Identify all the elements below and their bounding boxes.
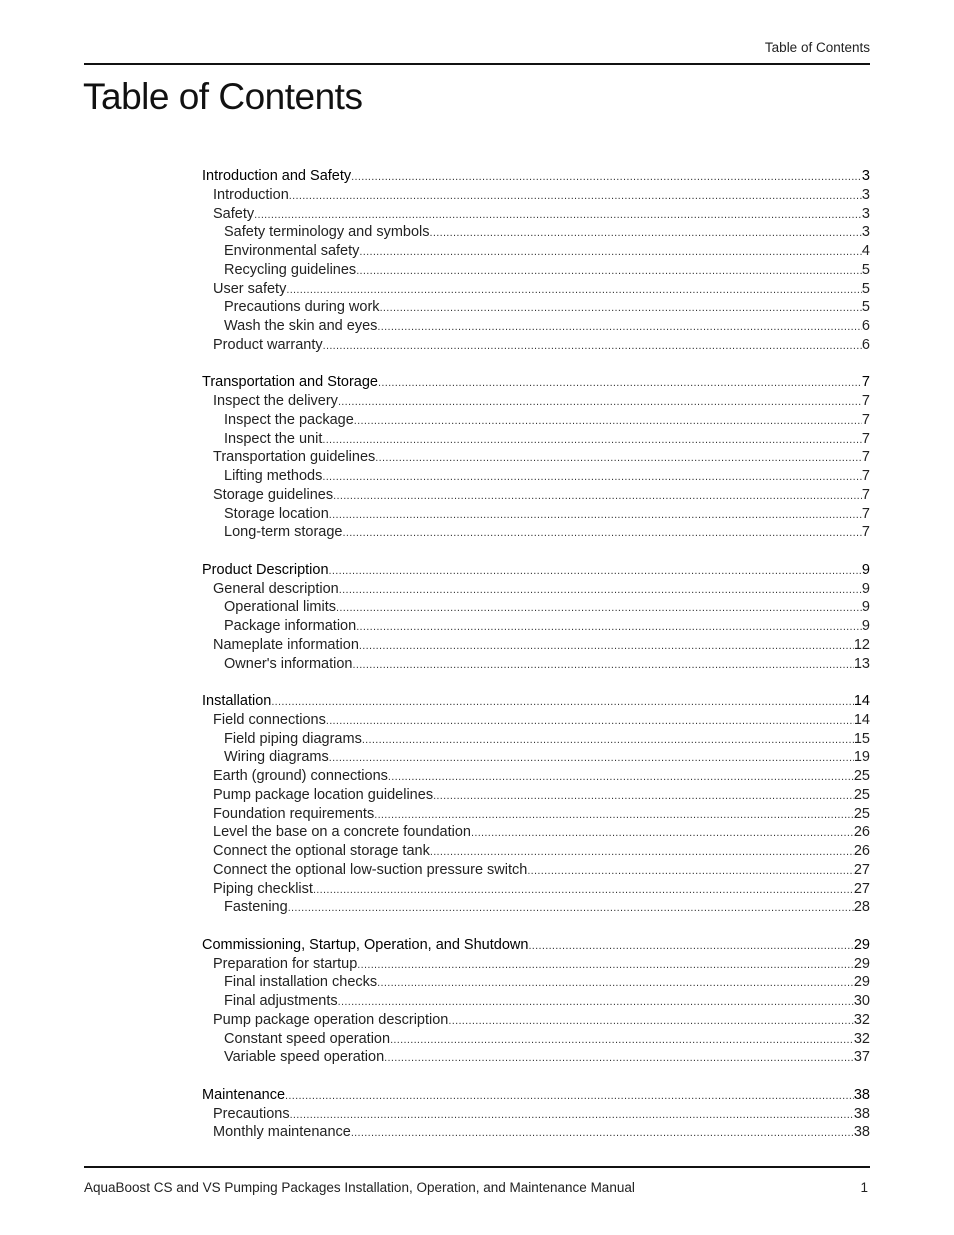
toc-entry-page-number: 9 bbox=[861, 618, 870, 634]
toc-entry-title: Introduction bbox=[213, 186, 289, 203]
toc-entry-title: Variable speed operation bbox=[224, 1049, 385, 1066]
toc-entry[interactable] bbox=[202, 730, 870, 749]
toc-entry-title: Storage location bbox=[224, 505, 329, 522]
toc-entry-page-number: 37 bbox=[853, 1049, 870, 1066]
toc-entry-title: Inspect the package bbox=[224, 411, 354, 428]
toc-entry-title: Field connections bbox=[213, 711, 326, 728]
toc-entry[interactable] bbox=[202, 1048, 870, 1067]
toc-entry[interactable] bbox=[202, 636, 870, 655]
toc-dot-leader bbox=[362, 731, 854, 750]
toc-section-entry[interactable] bbox=[202, 692, 870, 711]
footer-document-title: AquaBoost CS and VS Pumping Packages Installation, Operation, and Maintenance Manual bbox=[84, 1180, 635, 1195]
toc-entry-page-number: 7 bbox=[861, 393, 870, 409]
toc-dot-leader bbox=[323, 337, 862, 356]
toc-entry-page-number: 7 bbox=[861, 430, 870, 447]
toc-dot-leader bbox=[356, 618, 862, 637]
toc-entry-title: Product Description bbox=[202, 561, 329, 578]
toc-dot-leader bbox=[351, 168, 862, 187]
toc-dot-leader bbox=[333, 487, 862, 506]
toc-dot-leader bbox=[338, 393, 862, 412]
toc-entry[interactable] bbox=[202, 298, 870, 317]
toc-entry-title: Precautions during work bbox=[224, 299, 380, 316]
toc-entry[interactable] bbox=[202, 786, 870, 805]
toc-entry-page-number: 6 bbox=[861, 336, 870, 353]
toc-entry-title: Foundation requirements bbox=[213, 805, 375, 822]
toc-entry-title: Maintenance bbox=[202, 1086, 286, 1103]
toc-entry-title: Earth (ground) connections bbox=[213, 768, 388, 784]
toc-entry-title: Nameplate information bbox=[213, 636, 359, 653]
toc-entry-page-number: 7 bbox=[861, 505, 870, 522]
toc-entry-page-number: 7 bbox=[861, 449, 870, 466]
toc-entry[interactable] bbox=[202, 842, 870, 861]
toc-entry-page-number: 7 bbox=[861, 374, 870, 391]
page-title: Table of Contents bbox=[83, 76, 363, 117]
toc-entry[interactable] bbox=[202, 317, 870, 336]
toc-entry-title: Wash the skin and eyes bbox=[224, 318, 378, 334]
toc-entry-title: Installation bbox=[202, 693, 272, 709]
toc-entry-page-number: 15 bbox=[853, 730, 870, 747]
toc-entry-page-number: 26 bbox=[853, 824, 870, 841]
toc-dot-leader bbox=[378, 374, 862, 393]
toc-dot-leader bbox=[288, 899, 854, 918]
toc-dot-leader bbox=[377, 318, 862, 337]
toc-entry-page-number: 9 bbox=[861, 580, 870, 597]
toc-entry-title: Final adjustments bbox=[224, 993, 338, 1009]
toc-dot-leader bbox=[329, 749, 854, 768]
toc-entry-page-number: 38 bbox=[853, 1086, 870, 1103]
toc-section-entry[interactable] bbox=[202, 561, 870, 580]
toc-dot-leader bbox=[336, 599, 862, 618]
toc-entry[interactable] bbox=[202, 880, 870, 899]
toc-entry-page-number: 30 bbox=[853, 993, 870, 1009]
toc-entry-page-number: 5 bbox=[861, 261, 870, 278]
toc-dot-leader bbox=[290, 1106, 854, 1125]
toc-entry-title: Environmental safety bbox=[224, 243, 360, 259]
toc-section-entry[interactable] bbox=[202, 167, 870, 186]
toc-entry[interactable] bbox=[202, 223, 870, 242]
toc-entry-title: General description bbox=[213, 580, 339, 597]
toc-entry[interactable] bbox=[202, 1011, 870, 1030]
toc-entry-title: Final installation checks bbox=[224, 974, 378, 991]
toc-dot-leader bbox=[430, 224, 862, 243]
toc-entry-title: Level the base on a concrete foundation bbox=[213, 824, 471, 841]
toc-entry-page-number: 38 bbox=[853, 1124, 870, 1141]
toc-entry-title: Owner's information bbox=[224, 655, 353, 672]
toc-dot-leader bbox=[254, 206, 862, 225]
toc-dot-leader bbox=[390, 1031, 854, 1050]
toc-entry-title: Long-term storage bbox=[224, 524, 343, 541]
toc-entry-page-number: 32 bbox=[853, 1011, 870, 1028]
toc-entry-title: Safety bbox=[213, 205, 255, 222]
toc-entry[interactable] bbox=[202, 523, 870, 542]
running-header-title: Table of Contents bbox=[764, 40, 870, 55]
toc-entry[interactable] bbox=[202, 617, 870, 636]
toc-entry[interactable] bbox=[202, 1123, 870, 1142]
toc-dot-leader bbox=[313, 881, 854, 900]
footer-rule bbox=[84, 1166, 870, 1168]
toc-entry-title: Transportation and Storage bbox=[202, 374, 378, 391]
toc-entry[interactable] bbox=[202, 448, 870, 467]
toc-entry-page-number: 3 bbox=[861, 168, 870, 184]
toc-entry[interactable] bbox=[202, 411, 870, 430]
toc-entry-title: Constant speed operation bbox=[224, 1030, 391, 1047]
toc-entry-title: Fastening bbox=[224, 899, 288, 916]
toc-entry-title: Transportation guidelines bbox=[213, 449, 376, 466]
toc-entry-page-number: 7 bbox=[861, 411, 870, 428]
toc-dot-leader bbox=[322, 468, 862, 487]
toc-entry-page-number: 25 bbox=[853, 768, 870, 784]
toc-entry-title: Field piping diagrams bbox=[224, 730, 362, 747]
toc-dot-leader bbox=[430, 843, 854, 862]
toc-entry[interactable] bbox=[202, 955, 870, 974]
toc-section-entry[interactable] bbox=[202, 936, 870, 955]
toc-dot-leader bbox=[380, 299, 862, 318]
toc-entry-title: Recycling guidelines bbox=[224, 261, 357, 278]
toc-entry-page-number: 6 bbox=[861, 318, 870, 334]
toc-entry-title: Wiring diagrams bbox=[224, 749, 329, 766]
toc-entry-title: Package information bbox=[224, 618, 357, 634]
toc-entry-title: User safety bbox=[213, 280, 287, 297]
toc-entry[interactable] bbox=[202, 973, 870, 992]
toc-entry-page-number: 9 bbox=[861, 561, 870, 578]
toc-entry[interactable] bbox=[202, 336, 870, 355]
toc-entry[interactable] bbox=[202, 392, 870, 411]
toc-dot-leader bbox=[354, 412, 862, 431]
footer-page-number: 1 bbox=[860, 1180, 868, 1195]
toc-entry-title: Safety terminology and symbols bbox=[224, 224, 430, 241]
toc-entry-page-number: 12 bbox=[853, 636, 870, 653]
toc-entry-page-number: 9 bbox=[861, 599, 870, 616]
toc-entry-page-number: 27 bbox=[853, 880, 870, 897]
toc-entry[interactable] bbox=[202, 205, 870, 224]
toc-entry-page-number: 29 bbox=[853, 974, 870, 991]
toc-entry[interactable] bbox=[202, 486, 870, 505]
toc-entry-title: Product warranty bbox=[213, 336, 323, 353]
toc-entry[interactable] bbox=[202, 1030, 870, 1049]
toc-dot-leader bbox=[271, 693, 854, 712]
toc-entry-page-number: 3 bbox=[861, 205, 870, 222]
toc-entry[interactable] bbox=[202, 261, 870, 280]
toc-entry-title: Pump package location guidelines bbox=[213, 786, 434, 803]
toc-dot-leader bbox=[342, 524, 861, 543]
toc-dot-leader bbox=[528, 937, 853, 956]
toc-entry-title: Monthly maintenance bbox=[213, 1124, 351, 1141]
toc-entry-page-number: 5 bbox=[861, 299, 870, 316]
toc-dot-leader bbox=[352, 656, 853, 675]
toc-entry-page-number: 29 bbox=[853, 936, 870, 953]
toc-entry-page-number: 3 bbox=[861, 186, 870, 203]
toc-entry-page-number: 7 bbox=[861, 468, 870, 484]
toc-dot-leader bbox=[374, 806, 854, 825]
toc-entry-page-number: 3 bbox=[861, 224, 870, 241]
toc-entry-page-number: 14 bbox=[853, 693, 870, 709]
toc-entry-page-number: 7 bbox=[861, 524, 870, 541]
toc-entry[interactable] bbox=[202, 467, 870, 486]
toc-dot-leader bbox=[351, 1124, 854, 1143]
toc-entry[interactable] bbox=[202, 655, 870, 674]
toc-entry-title: Preparation for startup bbox=[213, 955, 358, 972]
toc-entry-page-number: 7 bbox=[861, 486, 870, 503]
toc-entry-title: Introduction and Safety bbox=[202, 168, 352, 184]
toc-dot-leader bbox=[286, 281, 862, 300]
toc-dot-leader bbox=[285, 1087, 854, 1106]
toc-entry-page-number: 14 bbox=[853, 711, 870, 728]
toc-entry[interactable] bbox=[202, 805, 870, 824]
toc-entry[interactable] bbox=[202, 186, 870, 205]
toc-entry[interactable] bbox=[202, 898, 870, 917]
toc-section-entry[interactable] bbox=[202, 373, 870, 392]
toc-entry[interactable] bbox=[202, 242, 870, 261]
toc-dot-leader bbox=[357, 956, 854, 975]
toc-dot-leader bbox=[326, 712, 854, 731]
toc-dot-leader bbox=[338, 993, 854, 1012]
toc-dot-leader bbox=[448, 1012, 853, 1031]
toc-dot-leader bbox=[471, 824, 854, 843]
toc-dot-leader bbox=[359, 637, 854, 656]
toc-entry[interactable] bbox=[202, 861, 870, 880]
toc-dot-leader bbox=[388, 768, 854, 787]
toc-entry[interactable] bbox=[202, 823, 870, 842]
header-rule bbox=[84, 63, 870, 65]
toc-dot-leader bbox=[329, 506, 862, 525]
toc-entry[interactable] bbox=[202, 992, 870, 1011]
toc-entry-page-number: 5 bbox=[861, 280, 870, 297]
toc-entry[interactable] bbox=[202, 711, 870, 730]
toc-entry-title: Lifting methods bbox=[224, 468, 323, 484]
toc-entry-page-number: 19 bbox=[853, 749, 870, 766]
toc-dot-leader bbox=[377, 974, 854, 993]
table-of-contents bbox=[202, 167, 870, 1142]
toc-dot-leader bbox=[289, 187, 862, 206]
toc-entry-page-number: 38 bbox=[853, 1105, 870, 1122]
toc-section-entry[interactable] bbox=[202, 1086, 870, 1105]
toc-entry[interactable] bbox=[202, 598, 870, 617]
toc-dot-leader bbox=[329, 562, 862, 581]
toc-entry-page-number: 27 bbox=[853, 861, 870, 878]
toc-entry-title: Piping checklist bbox=[213, 880, 313, 897]
toc-entry-title: Inspect the delivery bbox=[213, 393, 338, 409]
toc-dot-leader bbox=[359, 243, 862, 262]
toc-entry-page-number: 25 bbox=[853, 805, 870, 822]
toc-dot-leader bbox=[433, 787, 854, 806]
toc-dot-leader bbox=[356, 262, 862, 281]
toc-entry-page-number: 25 bbox=[853, 786, 870, 803]
toc-entry[interactable] bbox=[202, 505, 870, 524]
toc-dot-leader bbox=[322, 431, 862, 450]
toc-entry-title: Inspect the unit bbox=[224, 430, 323, 447]
toc-entry[interactable] bbox=[202, 580, 870, 599]
toc-entry-title: Storage guidelines bbox=[213, 486, 334, 503]
toc-entry[interactable] bbox=[202, 280, 870, 299]
toc-dot-leader bbox=[527, 862, 854, 881]
toc-entry[interactable] bbox=[202, 1105, 870, 1124]
toc-entry-title: Precautions bbox=[213, 1105, 290, 1122]
toc-entry-page-number: 32 bbox=[853, 1030, 870, 1047]
toc-entry-page-number: 26 bbox=[853, 843, 870, 859]
toc-dot-leader bbox=[339, 581, 862, 600]
toc-entry[interactable] bbox=[202, 430, 870, 449]
toc-entry-title: Pump package operation description bbox=[213, 1011, 449, 1028]
toc-entry[interactable] bbox=[202, 748, 870, 767]
toc-entry-title: Connect the optional low-suction pressure switch bbox=[213, 861, 528, 878]
toc-entry-title: Commissioning, Startup, Operation, and Shutdown bbox=[202, 936, 529, 953]
toc-entry-page-number: 28 bbox=[853, 899, 870, 916]
toc-entry-page-number: 29 bbox=[853, 955, 870, 972]
toc-entry-title: Connect the optional storage tank bbox=[213, 843, 430, 859]
toc-entry[interactable] bbox=[202, 767, 870, 786]
toc-dot-leader bbox=[384, 1049, 854, 1068]
toc-entry-page-number: 4 bbox=[861, 243, 870, 259]
toc-entry-title: Operational limits bbox=[224, 599, 337, 616]
toc-dot-leader bbox=[375, 449, 862, 468]
toc-entry-page-number: 13 bbox=[853, 655, 870, 672]
